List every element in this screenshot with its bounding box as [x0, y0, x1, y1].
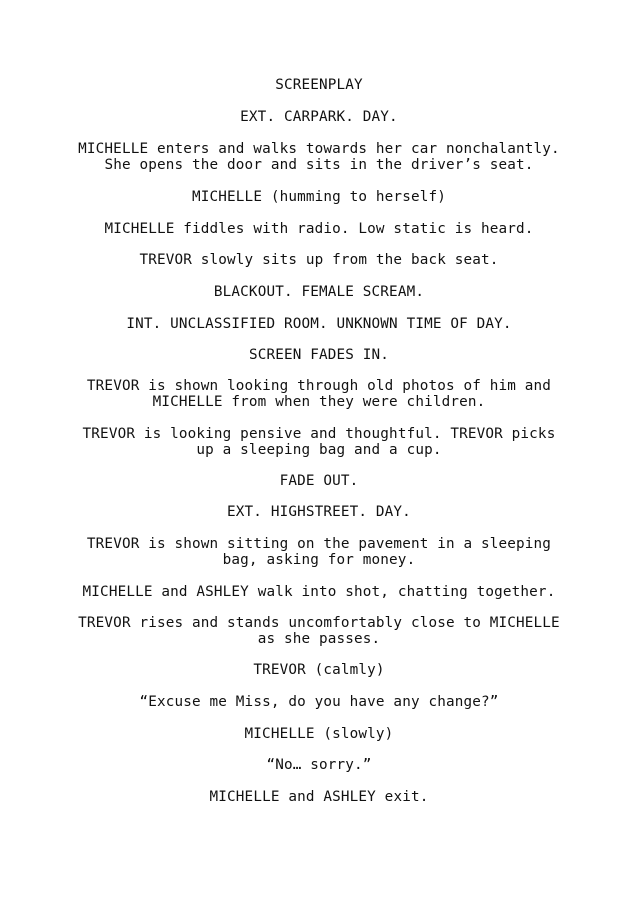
action-line: TREVOR is shown looking through old photos of him and	[86, 378, 552, 394]
scene-heading: INT. UNCLASSIFIED ROOM. UNKNOWN TIME OF DAY.	[126, 316, 512, 332]
scene-heading: EXT. CARPARK. DAY.	[240, 109, 398, 125]
transition: BLACKOUT. FEMALE SCREAM.	[213, 284, 425, 300]
action-line: MICHELLE fiddles with radio. Low static is heard.	[104, 221, 534, 237]
transition: SCREEN FADES IN.	[248, 347, 390, 363]
dialogue: “No… sorry.”	[266, 757, 372, 773]
action-line: MICHELLE and ASHLEY walk into shot, chatting together.	[82, 584, 556, 600]
action-line: as she passes.	[257, 631, 381, 647]
title: SCREENPLAY	[275, 77, 363, 93]
action-line: MICHELLE from when they were children.	[152, 394, 486, 410]
action-line: TREVOR is looking pensive and thoughtful. TREVOR picks	[82, 426, 556, 442]
character-cue: TREVOR (calmly)	[253, 662, 385, 678]
action-line: TREVOR is shown sitting on the pavement in a sleeping	[86, 536, 552, 552]
action-line: MICHELLE and ASHLEY exit.	[209, 789, 429, 805]
action-line: She opens the door and sits in the driver’s seat.	[104, 157, 534, 173]
character-cue: MICHELLE (slowly)	[244, 726, 394, 742]
transition: FADE OUT.	[279, 473, 359, 489]
action-line: bag, asking for money.	[222, 552, 416, 568]
action-line: up a sleeping bag and a cup.	[196, 442, 442, 458]
action-line: TREVOR rises and stands uncomfortably close to MICHELLE	[78, 615, 560, 631]
action-line: MICHELLE enters and walks towards her car nonchalantly.	[78, 141, 560, 157]
action-line: TREVOR slowly sits up from the back seat.	[139, 252, 499, 268]
scene-heading: EXT. HIGHSTREET. DAY.	[227, 504, 411, 520]
character-cue: MICHELLE (humming to herself)	[192, 189, 446, 205]
dialogue: “Excuse me Miss, do you have any change?”	[139, 694, 499, 710]
